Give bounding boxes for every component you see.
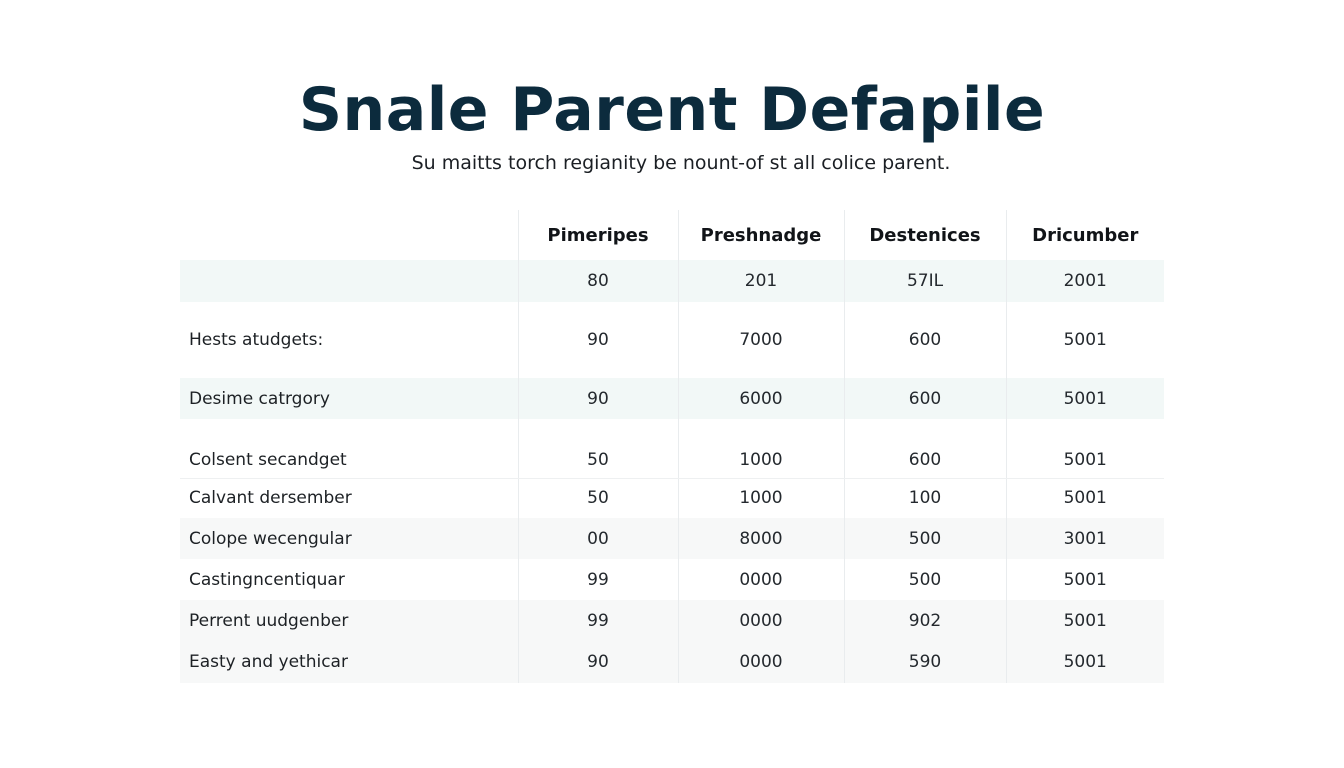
table-cell: 1000 [678, 478, 844, 518]
row-label: Hests atudgets: [189, 330, 324, 350]
table-row [180, 378, 1164, 419]
page-subtitle: Su maitts torch regianity be nount-of st all colice parent. [411, 152, 951, 174]
table-cell: 1000 [678, 419, 844, 478]
table-cell: 100 [844, 478, 1006, 518]
column-header-pimeripes: Pimeripes [518, 210, 678, 260]
table-cell: 500 [844, 559, 1006, 600]
column-header-destenices: Destenices [844, 210, 1006, 260]
table-row [180, 641, 1164, 683]
table-row [180, 419, 1164, 478]
table-cell: 2001 [1006, 260, 1164, 302]
table-row [180, 302, 1164, 378]
table-cell: 90 [518, 378, 678, 419]
table-row [180, 559, 1164, 600]
table-cell: 600 [844, 378, 1006, 419]
row-label: Castingncentiquar [189, 569, 345, 590]
table-cell: 902 [844, 600, 1006, 641]
table-cell: 80 [518, 260, 678, 302]
table-cell: 50 [518, 419, 678, 478]
table-cell: 8000 [678, 518, 844, 559]
table-cell: 50 [518, 478, 678, 518]
table-cell: 0000 [678, 559, 844, 600]
table-cell: 5001 [1006, 641, 1164, 683]
table-cell: 5001 [1006, 419, 1164, 478]
table-cell: 00 [518, 518, 678, 559]
page-title: Snale Parent Defapile [298, 75, 1046, 145]
row-label: Colsent secandget [180, 419, 518, 478]
table-cell: 5001 [1006, 378, 1164, 419]
table-row [180, 260, 1164, 302]
table-cell: 5001 [1006, 478, 1164, 518]
table-cell: 500 [844, 518, 1006, 559]
table-cell: 99 [518, 600, 678, 641]
data-table [180, 210, 1164, 683]
table-cell: 600 [844, 419, 1006, 478]
table-row [180, 600, 1164, 641]
column-header-dricumber: Dricumber [1006, 210, 1164, 260]
table-cell: 5001 [1006, 559, 1164, 600]
table-cell: 90 [518, 302, 678, 378]
table-cell: 99 [518, 559, 678, 600]
table-cell: 600 [844, 302, 1006, 378]
table-cell: 0000 [678, 600, 844, 641]
table-row [180, 518, 1164, 559]
row-label [180, 260, 518, 302]
table-cell: 57IL [844, 260, 1006, 302]
table-row [180, 478, 1164, 518]
row-label: Calvant dersember [189, 488, 352, 509]
table-cell: 6000 [678, 378, 844, 419]
row-label: Easty and yethicar [180, 641, 518, 683]
column-header-preshnadge: Preshnadge [678, 210, 844, 260]
table-cell: 5001 [1006, 302, 1164, 378]
table-cell: 3001 [1006, 518, 1164, 559]
table-cell: 590 [844, 641, 1006, 683]
row-label: Perrent uudgenber [180, 600, 518, 641]
table-cell: 5001 [1006, 600, 1164, 641]
header-corner [180, 210, 518, 260]
table-cell: 7000 [678, 302, 844, 378]
table-header-row [180, 210, 1164, 260]
table-cell: 201 [678, 260, 844, 302]
row-label: Desime catrgory [180, 378, 518, 419]
table-cell: 0000 [678, 641, 844, 683]
table-cell: 90 [518, 641, 678, 683]
row-label: Colope wecengular [180, 518, 518, 559]
